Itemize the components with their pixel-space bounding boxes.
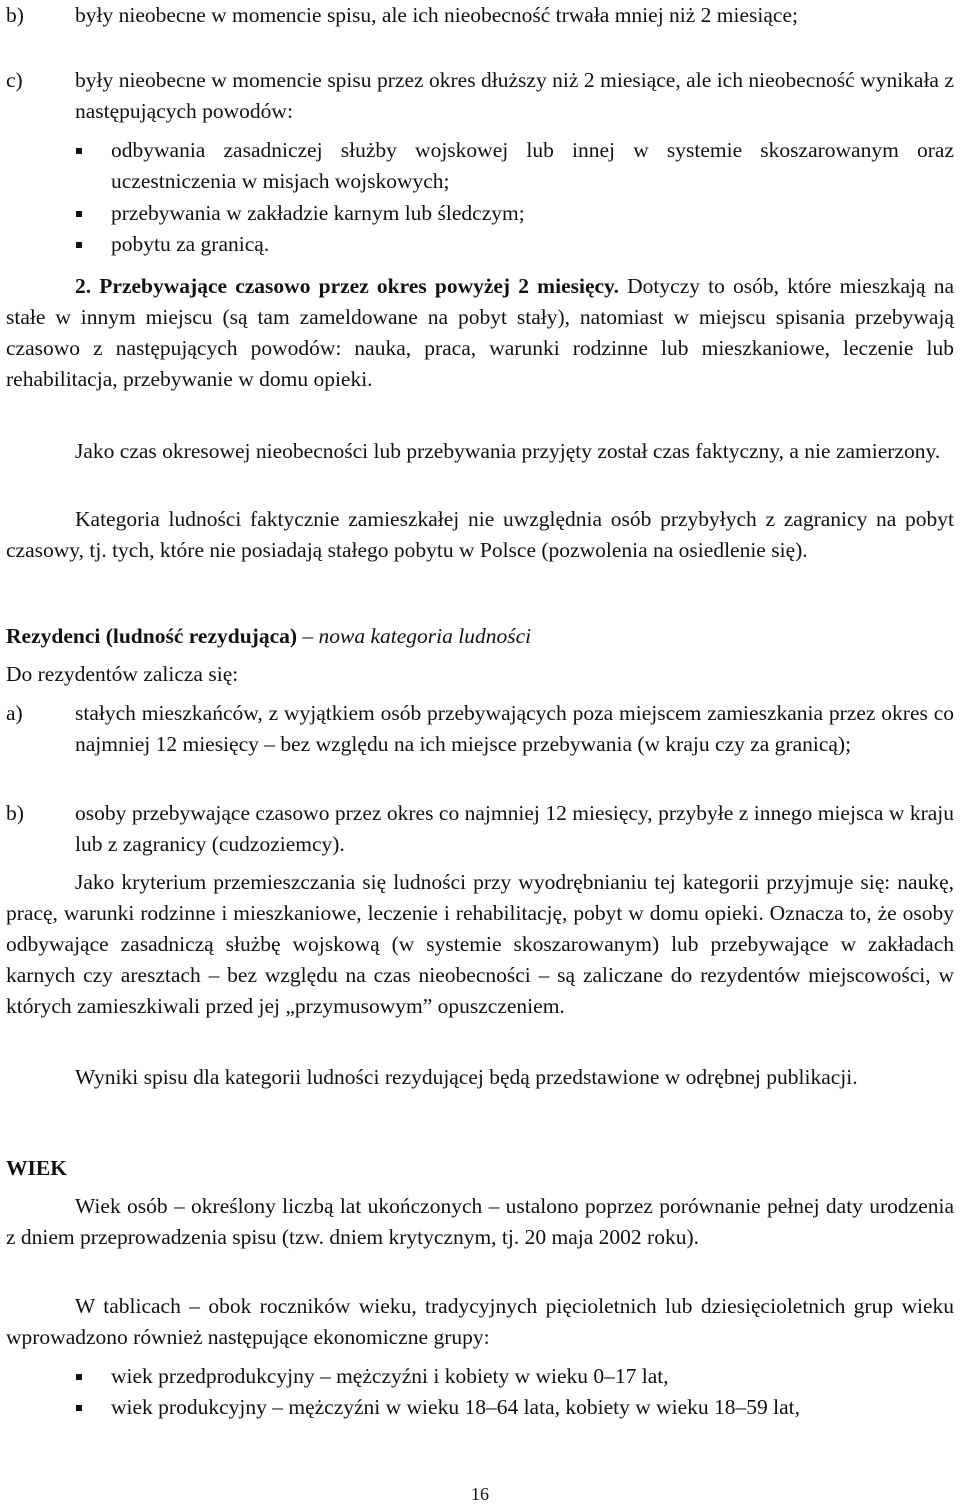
list-label: a) [6, 701, 23, 725]
wiek-heading: WIEK [6, 1156, 67, 1180]
section-2 [6, 271, 954, 395]
wiek-heading-line [6, 1153, 954, 1184]
heading-dash: – [297, 624, 319, 648]
bullet-icon [76, 1374, 82, 1380]
list-text: stałych mieszkańców, z wyjątkiem osób przebywających poza miejscem zamieszkania przez okres co najmniej 12 miesięcy – bez względu na ich miejsce przebywania (w kraju czy za granicą); [75, 701, 954, 756]
list-label: b) [6, 801, 24, 825]
page-number: 16 [471, 1484, 489, 1504]
list-label: b) [6, 3, 24, 27]
paragraph-czas [6, 436, 954, 467]
list-text: były nieobecne w momencie spisu przez okres dłuższy niż 2 miesiące, ale ich nieobecność wynikała z następujących powodów: [75, 68, 954, 123]
rezydenci-paragraph-1 [6, 867, 954, 1022]
section-2-heading: 2. Przebywające czasowo przez okres powyżej 2 miesięcy. [75, 274, 619, 298]
bullet-icon [76, 148, 82, 154]
paragraph-text: Kategoria ludności faktycznie zamieszkałej nie uwzględnia osób przybyłych z zagranicy na pobyt czasowy, tj. tych, które nie posiadają stałego pobytu w Polsce (pozwolenia na osiedlenie się). [6, 507, 954, 562]
section-2-paragraph [6, 271, 954, 395]
paragraph-kategoria [6, 504, 954, 566]
list-text: osoby przebywające czasowo przez okres co najmniej 12 miesięcy, przybyłe z innego miejsca w kraju lub z zagranicy (cudzoziemcy). [75, 801, 954, 856]
wiek-paragraph-1 [6, 1191, 954, 1253]
bullet-icon [76, 1405, 82, 1411]
rezydenci-intro [6, 659, 954, 690]
paragraph-text: W tablicach – obok roczników wieku, tradycyjnych pięcioletnich lub dziesięcioletnich grup wieku wprowadzono również następujące ekonomiczne grupy: [6, 1294, 954, 1349]
paragraph-text: Jako czas okresowej nieobecności lub przebywania przyjęty został czas faktyczny, a nie zamierzony. [75, 439, 941, 463]
rezydenci-paragraph-2 [6, 1062, 954, 1093]
paragraph-text: Jako kryterium przemieszczania się ludności przy wyodrębnianiu tej kategorii przyjmuje się: naukę, pracę, warunki rodzinne i mieszkaniowe, leczenie i rehabilitację, pobyt w domu opieki. Oznacza to, że osoby odbywające zasadniczą służbę wojskową (w systemie skoszarowanym) lub przebywające w zakładach karnych czy aresztach – bez względu na czas nieobecności – są zaliczane do rezydentów miejscowości, w których zamieszkiwali przed jej „przymusowym” opuszczeniem. [6, 870, 954, 1018]
rezydenci-heading-paragraph [6, 621, 954, 652]
bullet-text: wiek przedprodukcyjny – mężczyźni i kobiety w wieku 0–17 lat, [111, 1364, 669, 1388]
list-label: c) [6, 68, 23, 92]
list-text: były nieobecne w momencie spisu, ale ich nieobecność trwała mniej niż 2 miesiące; [75, 3, 798, 27]
section-2-text: Dotyczy to osób, które mieszkają na stałe w innym miejscu (są tam zameldowane na pobyt stały), natomiast w miejscu spisania przebywają czasowo z następujących powodów: nauka, praca, warunki rodzinne lub mieszkaniowe, leczenie lub rehabilitacja, przebywanie w domu opieki. [6, 274, 955, 391]
rezydenci-subheading: nowa kategoria ludności [318, 624, 532, 648]
bullet-text: wiek produkcyjny – mężczyźni w wieku 18–64 lata, kobiety w wieku 18–59 lat, [111, 1395, 801, 1419]
rezydenci-heading: Rezydenci (ludność rezydująca) [6, 624, 298, 648]
bullet-text: odbywania zasadniczej służby wojskowej lub innej w systemie skoszarowanym oraz uczestniczenia w misjach wojskowych; [111, 138, 954, 193]
bullet-icon [76, 242, 82, 248]
bullet-text: przebywania w zakładzie karnym lub śledczym; [111, 201, 525, 225]
paragraph-text: Wiek osób – określony liczbą lat ukończonych – ustalono poprzez porównanie pełnej daty urodzenia z dniem przeprowadzenia spisu (tzw. dniem krytycznym, tj. 20 maja 2002 roku). [6, 1194, 954, 1249]
rezydenci-heading-line [6, 621, 954, 652]
bullet-text: pobytu za granicą. [111, 232, 270, 256]
paragraph-text: Wyniki spisu dla kategorii ludności rezydującej będą przedstawione w odrębnej publikacji. [75, 1065, 858, 1089]
wiek-paragraph-2 [6, 1291, 954, 1353]
intro-text: Do rezydentów zalicza się: [6, 662, 239, 686]
bullet-icon [76, 211, 82, 217]
